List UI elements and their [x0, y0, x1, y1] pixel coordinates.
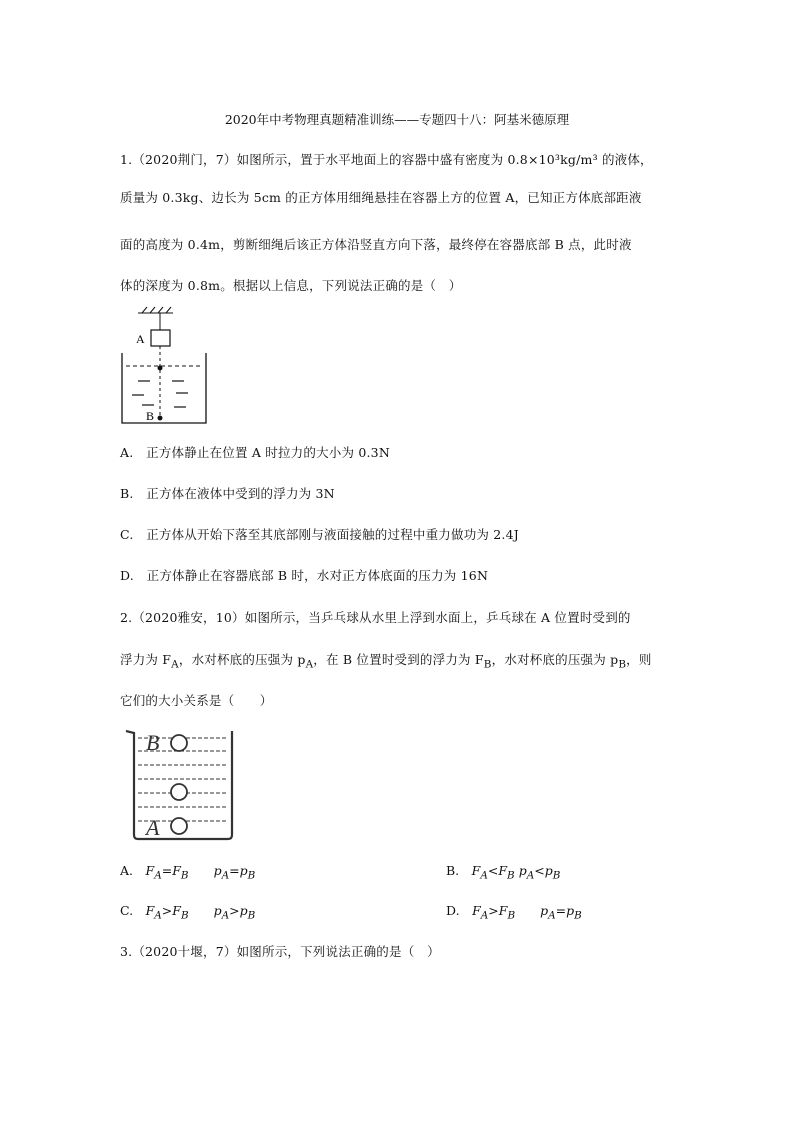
q2-option-b: B. $F_A<F_B$ $p_A<p_B$ [446, 863, 561, 882]
q1-option-a: A. 正方体静止在位置 A 时拉力的大小为 0.3N [120, 445, 390, 460]
q1-stem-line-1: 1.（2020荆门，7）如图所示，置于水平地面上的容器中盛有密度为 0.8×10³kg/m³ 的液体， [120, 152, 653, 167]
q2-stem-line-2: 浮力为 $F_A$，水对杯底的压强为 $p_A$，在 B 位置时受到的浮力为 $F_B$，水对杯底的压强为 $p_B$，则 [120, 652, 652, 671]
q1-option-c: C. 正方体从开始下落至其底部刚与液面接触的过程中重力做功为 2.4J [120, 527, 519, 542]
q2-stem-line-1: 2.（2020雅安，10）如图所示，当乒乓球从水里上浮到水面上，乒乓球在 A 位置时受到的 [120, 610, 631, 625]
q1-stem-line-4: 体的深度为 0.8m。根据以上信息，下列说法正确的是（ ） [120, 278, 462, 293]
q2-option-c: C. $F_A>F_B$ $p_A>p_B$ [120, 903, 256, 922]
q1-stem-line-3: 面的高度为 0.4m，剪断细绳后该正方体沿竖直方向下落，最终停在容器底部 B 点，此时液 [120, 237, 632, 252]
q2-option-a: A. $F_A=F_B$ $p_A=p_B$ [120, 863, 256, 882]
q3-stem: 3.（2020十堰，7）如图所示，下列说法正确的是（ ） [120, 944, 440, 959]
q1-figure-label-b: B [146, 409, 155, 423]
q2-figure-label-b: B [146, 730, 160, 755]
q2-stem-line-3: 它们的大小关系是（ ） [120, 693, 273, 708]
q2-figure-label-a: A [146, 815, 160, 840]
page-title: 2020年中考物理真题精准训练——专题四十八：阿基米德原理 [224, 112, 570, 127]
q1-figure-container-diagram [118, 303, 208, 428]
q2-figure-beaker-diagram [122, 725, 244, 843]
q1-option-b: B. 正方体在液体中受到的浮力为 3N [120, 486, 335, 501]
q1-option-d: D. 正方体静止在容器底部 B 时，水对正方体底面的压力为 16N [120, 568, 489, 583]
q2-option-d: D. $F_A>F_B$ $p_A=p_B$ [446, 903, 582, 922]
q1-stem-line-2: 质量为 0.3kg、边长为 5cm 的正方体用细绳悬挂在容器上方的位置 A，已知正方体底部距液 [120, 190, 642, 205]
q1-figure-label-a: A [136, 332, 145, 346]
